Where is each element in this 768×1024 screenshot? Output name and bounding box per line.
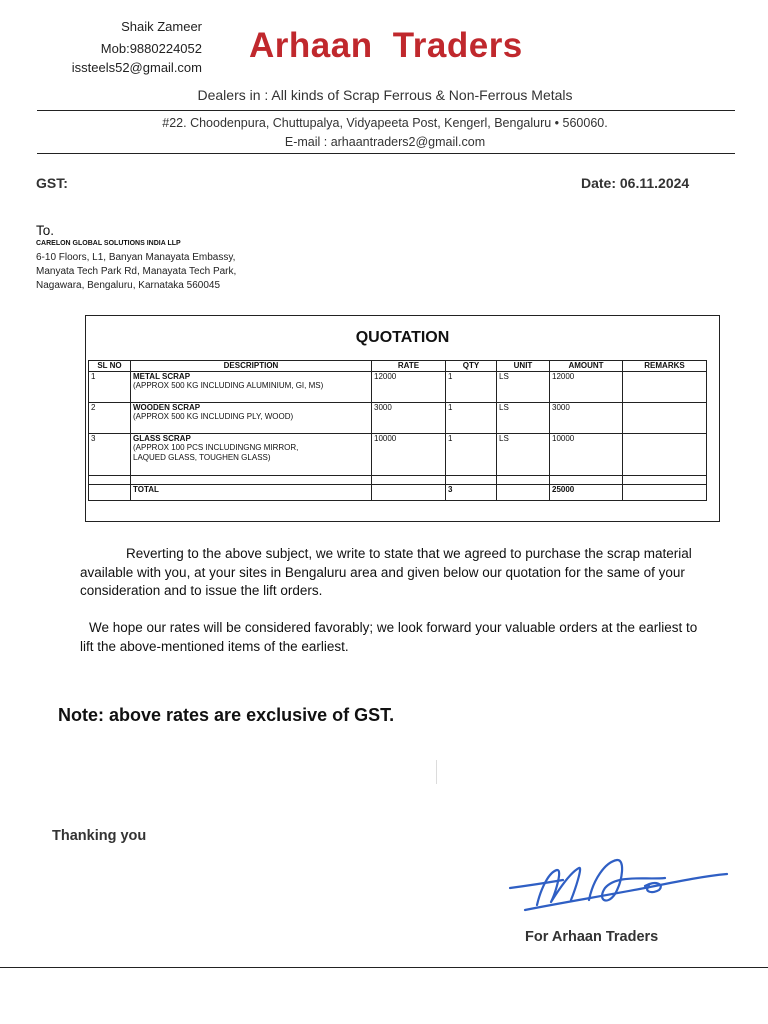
header-top-rule (37, 110, 735, 111)
item-name: METAL SCRAP (133, 371, 191, 381)
document-date: Date: 06.11.2024 (581, 175, 690, 191)
description-cell (131, 402, 372, 433)
header-bottom-rule (37, 153, 735, 154)
rate-cell: 12000 (372, 371, 446, 402)
table-header-row (89, 361, 707, 372)
item-detail: (APPROX 500 KG INCLUDING ALUMINIUM, GI, MS) (133, 381, 324, 390)
recipient-address-line: Manyata Tech Park Rd, Manayata Tech Park, (36, 266, 237, 277)
recipient-address-line: Nagawara, Bengaluru, Karnataka 560045 (36, 280, 221, 291)
empty-cell (623, 475, 707, 484)
empty-cell (497, 475, 550, 484)
total-amount: 25000 (550, 484, 623, 500)
rate-cell: 3000 (372, 402, 446, 433)
remarks-cell (623, 433, 707, 475)
amount-cell: 10000 (550, 433, 623, 475)
column-header: QTY (446, 361, 497, 372)
contact-name: Shaik Zameer (121, 19, 202, 34)
to-label: To. (36, 223, 55, 238)
empty-cell (89, 484, 131, 500)
remarks-cell (623, 402, 707, 433)
qty-cell: 1 (446, 371, 497, 402)
qty-cell: 1 (446, 433, 497, 475)
scan-mark (436, 760, 437, 784)
company-address: #22. Choodenpura, Chuttupalya, Vidyapeeta Post, Kengerl, Bengaluru • 560060. (162, 116, 608, 130)
sl-no-cell: 1 (89, 371, 131, 402)
company-email: E-mail : arhaantraders2@gmail.com (284, 135, 486, 149)
empty-cell (131, 475, 372, 484)
amount-cell: 12000 (550, 371, 623, 402)
quotation-table (88, 360, 707, 501)
thanks-text: Thanking you (52, 828, 147, 844)
remarks-cell (623, 371, 707, 402)
body-paragraph-2: We hope our rates will be considered favorably; we look forward your valuable orders at the earliest to lift the above-mentioned items of the earliest. (80, 620, 698, 654)
rate-cell: 10000 (372, 433, 446, 475)
gst-label: GST: (36, 175, 68, 191)
empty-cell (623, 484, 707, 500)
column-header: UNIT (497, 361, 550, 372)
body-paragraph-1: Reverting to the above subject, we write to state that we agreed to purchase the scrap material available with you, at your sites in Bengaluru area and given below our quotation for the same of your consideration and to issue the lift orders. (80, 546, 692, 598)
item-detail: (APPROX 100 PCS INCLUDINGNG MIRROR, LAQUED GLASS, TOUGHEN GLASS) (133, 443, 299, 462)
item-name: GLASS SCRAP (133, 433, 191, 443)
contact-mobile: Mob:9880224052 (100, 41, 202, 56)
table-total-row (89, 484, 707, 500)
qty-cell: 1 (446, 402, 497, 433)
empty-cell (497, 484, 550, 500)
description-cell (131, 371, 372, 402)
column-header: SL NO (89, 361, 131, 372)
signature-image (505, 850, 735, 920)
empty-cell (550, 475, 623, 484)
footer-rule (0, 967, 768, 968)
table-row (89, 402, 707, 433)
empty-cell (372, 484, 446, 500)
gst-note: Note: above rates are exclusive of GST. (58, 705, 395, 725)
total-qty: 3 (446, 484, 497, 500)
signoff-company: For Arhaan Traders (525, 929, 659, 945)
column-header: RATE (372, 361, 446, 372)
recipient-address-line: 6-10 Floors, L1, Banyan Manayata Embassy, (36, 252, 236, 263)
column-header: REMARKS (623, 361, 707, 372)
empty-cell (372, 475, 446, 484)
column-header: DESCRIPTION (131, 361, 372, 372)
dealers-line: Dealers in : All kinds of Scrap Ferrous & Non-Ferrous Metals (197, 87, 573, 103)
sl-no-cell: 3 (89, 433, 131, 475)
company-name: Arhaan Traders (249, 26, 523, 65)
table-row (89, 371, 707, 402)
description-cell (131, 433, 372, 475)
unit-cell: LS (497, 433, 550, 475)
unit-cell: LS (497, 402, 550, 433)
contact-email: issteels52@gmail.com (71, 60, 202, 75)
table-spacer-row (89, 475, 707, 484)
amount-cell: 3000 (550, 402, 623, 433)
empty-cell (446, 475, 497, 484)
total-label: TOTAL (131, 484, 372, 500)
table-row (89, 433, 707, 475)
unit-cell: LS (497, 371, 550, 402)
sl-no-cell: 2 (89, 402, 131, 433)
column-header: AMOUNT (550, 361, 623, 372)
recipient-name: CARELON GLOBAL SOLUTIONS INDIA LLP (36, 240, 181, 247)
item-detail: (APPROX 500 KG INCLUDING PLY, WOOD) (133, 412, 294, 421)
quotation-title: QUOTATION (355, 329, 450, 346)
item-name: WOODEN SCRAP (133, 402, 201, 412)
empty-cell (89, 475, 131, 484)
